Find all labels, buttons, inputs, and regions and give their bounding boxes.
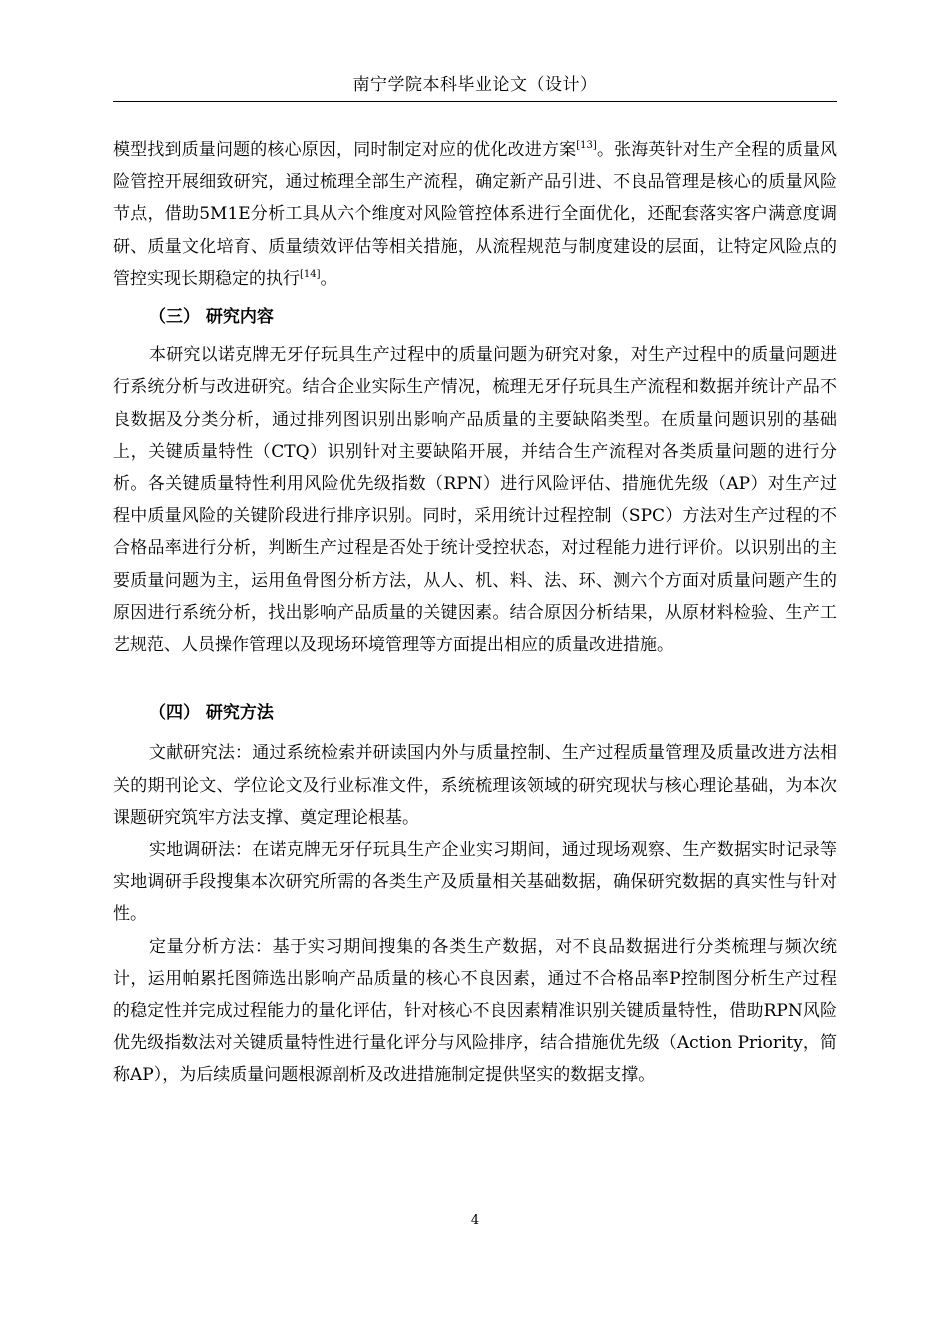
research-content-paragraph: 本研究以诺克牌无牙仔玩具生产过程中的质量问题为研究对象，对生产过程中的质量问题进行系统分析与改进研究。结合企业实际生产情况，梳理无牙仔玩具生产流程和数据并统计产品不良数据及分类分析，通过排列图识别出影响产品质量的主要缺陷类型。在质量问题识别的基础上，关键质量特性（CTQ）识别针对主要缺陷开展，并结合生产流程对各类质量问题的进行分析。各关键质量特性利用风险优先级指数（RPN）进行风险评估、措施优先级（AP）对生产过程中质量风险的关键阶段进行排序识别。同时，采用统计过程控制（SPC）方法对生产过程的不合格品率进行分析，判断生产过程是否处于统计受控状态，对过程能力进行评价。以识别出的主要质量问题为主，运用鱼骨图分析方法，从人、机、料、法、环、测六个方面对质量问题产生的原因进行系统分析，找出影响产品质量的关键因素。结合原因分析结果，从原材料检验、生产工艺规范、人员操作管理以及现场环境管理等方面提出相应的质量改进措施。	[113, 345, 837, 656]
section-heading-research-methods: （四） 研究方法	[149, 703, 274, 724]
section-heading-research-content: （三） 研究内容	[149, 307, 274, 328]
method-paragraph-field-research: 实地调研法：在诺克牌无牙仔玩具生产企业实习期间，通过现场观察、生产数据实时记录等实地调研手段搜集本次研究所需的各类生产及质量相关基础数据，确保研究数据的真实性与针对性。	[113, 840, 837, 925]
continuation-text-a: 模型找到质量问题的核心原因，同时制定对应的优化改进方案	[113, 140, 577, 160]
continuation-text-c: 。	[320, 268, 338, 289]
continuation-text-b: 。张海英针对生产全程的质量风险管控开展细致研究，通过梳理全部生产流程，确定新产品引进、不良品管理是核心的质量风险节点，借助5M1E分析工具从六个维度对风险管控体系进行全面优化，还配套落实客户满意度调研、质量文化培育、质量绩效评估等相关措施，从流程规范与制度建设的层面，让特定风险点的管控实现长期稳定的执行	[113, 140, 838, 289]
running-header: 南宁学院本科毕业论文（设计）	[352, 75, 598, 95]
page-number: 4	[470, 1213, 480, 1228]
continuation-paragraph	[113, 134, 837, 295]
method-paragraph-quantitative: 定量分析方法：基于实习期间搜集的各类生产数据，对不良品数据进行分类梳理与频次统计，运用帕累托图筛选出影响产品质量的核心不良因素，通过不合格品率P控制图分析生产过程的稳定性并完成过程能力的量化评估，针对核心不良因素精准识别关键质量特性，借助RPN风险优先级指数法对关键质量特性进行量化评分与风险排序，结合措施优先级（Action Priority，简称AP），为后续质量问题根源剖析及改进措施制定提供坚实的数据支撑。	[113, 936, 837, 1086]
header-rule	[113, 101, 837, 102]
page-body	[113, 134, 837, 1092]
citation-13: [13]	[576, 140, 597, 151]
citation-14: [14]	[300, 268, 321, 280]
method-paragraph-literature: 文献研究法：通过系统检索并研读国内外与质量控制、生产过程质量管理及质量改进方法相关的期刊论文、学位论文及行业标准文件，系统梳理该领域的研究现状与核心理论基础，为本次课题研究筑牢方法支撑、奠定理论根基。	[113, 743, 837, 828]
